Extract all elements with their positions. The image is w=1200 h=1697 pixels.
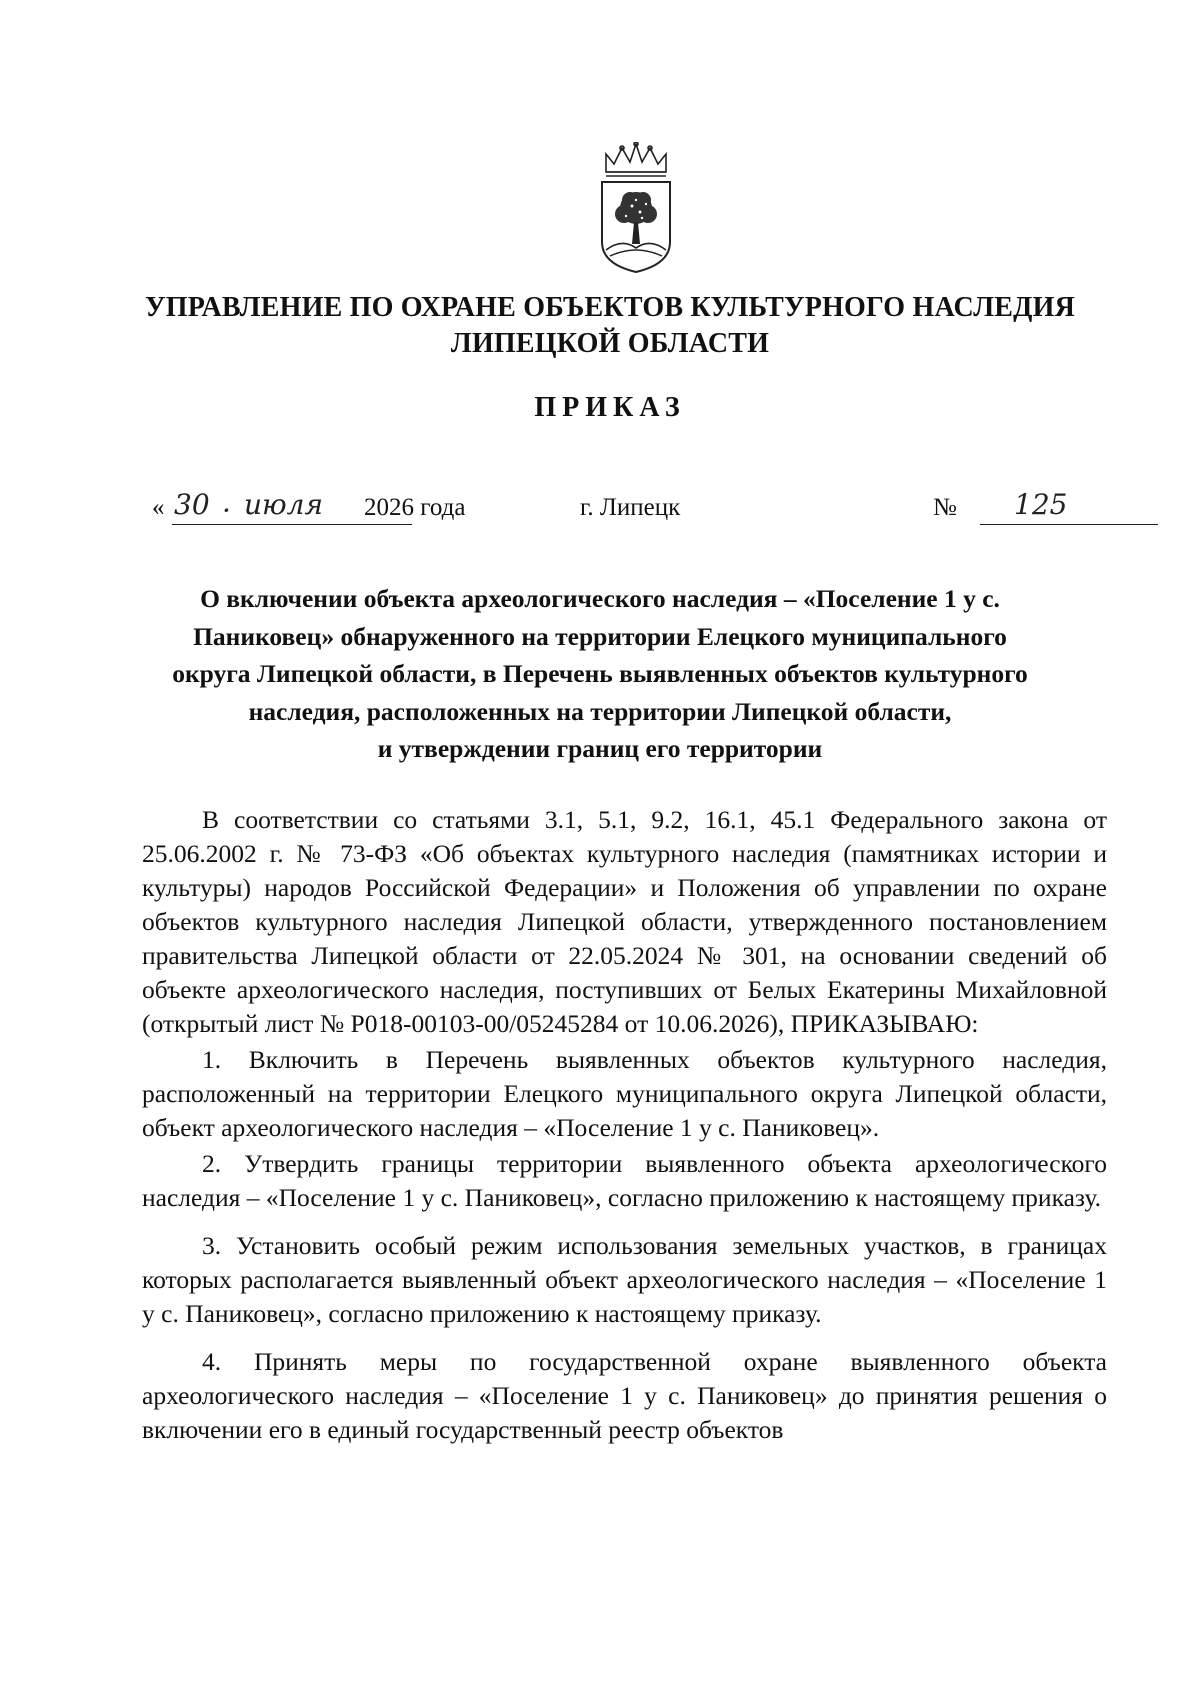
number-underline xyxy=(980,524,1158,525)
title-line-3: округа Липецкой области, в Перечень выявленных объектов культурного xyxy=(172,659,1028,688)
date-underline xyxy=(172,524,412,525)
date-year: 2026 года xyxy=(364,494,466,521)
document-type: ПРИКАЗ xyxy=(534,392,686,423)
date-month: июля xyxy=(244,488,324,521)
city-name: г. Липецк xyxy=(580,494,681,521)
preamble-paragraph: В соответствии со статьями 3.1, 5.1, 9.2, 16.1, 45.1 Федерального закона от 25.06.2002 г. № 73-ФЗ «Об объектах культурного наследия (памятниках истории и культуры) народов Российской Федерации» и Положения об управлении по охране объектов культурного наследия Липецкой области, утвержденного постановлением правительства Липецкой области от 22.05.2024 № 301, на основании сведений об объекте археологического наследия, поступивших от Белых Екатерины Михайловной (открытый лист № Р018-00103-00/05245284 от 10.06.2026), ПРИКАЗЫВАЮ: xyxy=(142,805,1107,1038)
organization-name xyxy=(120,290,1100,362)
title-line-4: наследия, расположенных на территории Липецкой области, xyxy=(248,696,952,726)
title-line-5: и утверждении границ его территории xyxy=(377,734,823,763)
order-item-1: 1. Включить в Перечень выявленных объектов культурного наследия, расположенный на территории Елецкого муниципального округа Липецкой области, объект археологического наследия – «Поселение 1 у с. Паниковец». xyxy=(142,1045,1107,1142)
number-label: № xyxy=(933,494,957,521)
order-item-4: 4. Принять меры по государственной охране выявленного объекта археологического наследия – «Поселение 1 у с. Паниковец» до принятия решения о включении его в единый государственный реестр объектов xyxy=(142,1347,1107,1444)
document-body xyxy=(142,803,1107,1447)
document-title xyxy=(150,580,1050,768)
title-line-1: О включении объекта археологического наследия – «Поселение 1 у с. xyxy=(200,584,1000,613)
date-dot: · xyxy=(222,494,231,527)
organization-line-1: УПРАВЛЕНИЕ ПО ОХРАНЕ ОБЪЕКТОВ КУЛЬТУРНОГО НАСЛЕДИЯ xyxy=(145,292,1075,323)
organization-line-2: ЛИПЕЦКОЙ ОБЛАСТИ xyxy=(450,328,770,359)
date-day: 30 xyxy=(174,488,210,521)
date-number-line xyxy=(152,488,1162,530)
coat-of-arms-icon xyxy=(596,142,676,274)
document-number: 125 xyxy=(1014,488,1068,521)
order-item-2: 2. Утвердить границы территории выявленного объекта археологического наследия – «Поселение 1 у с. Паниковец», согласно приложению к настоящему приказу. xyxy=(142,1149,1107,1212)
order-item-3: 3. Установить особый режим использования земельных участков, в границах которых располагается выявленный объект археологического наследия – «Поселение 1 у с. Паниковец», согласно приложению к настоящему приказу. xyxy=(142,1231,1107,1328)
title-line-2: Паниковец» обнаруженного на территории Елецкого муниципального xyxy=(193,621,1007,651)
date-quote: « xyxy=(152,494,165,521)
